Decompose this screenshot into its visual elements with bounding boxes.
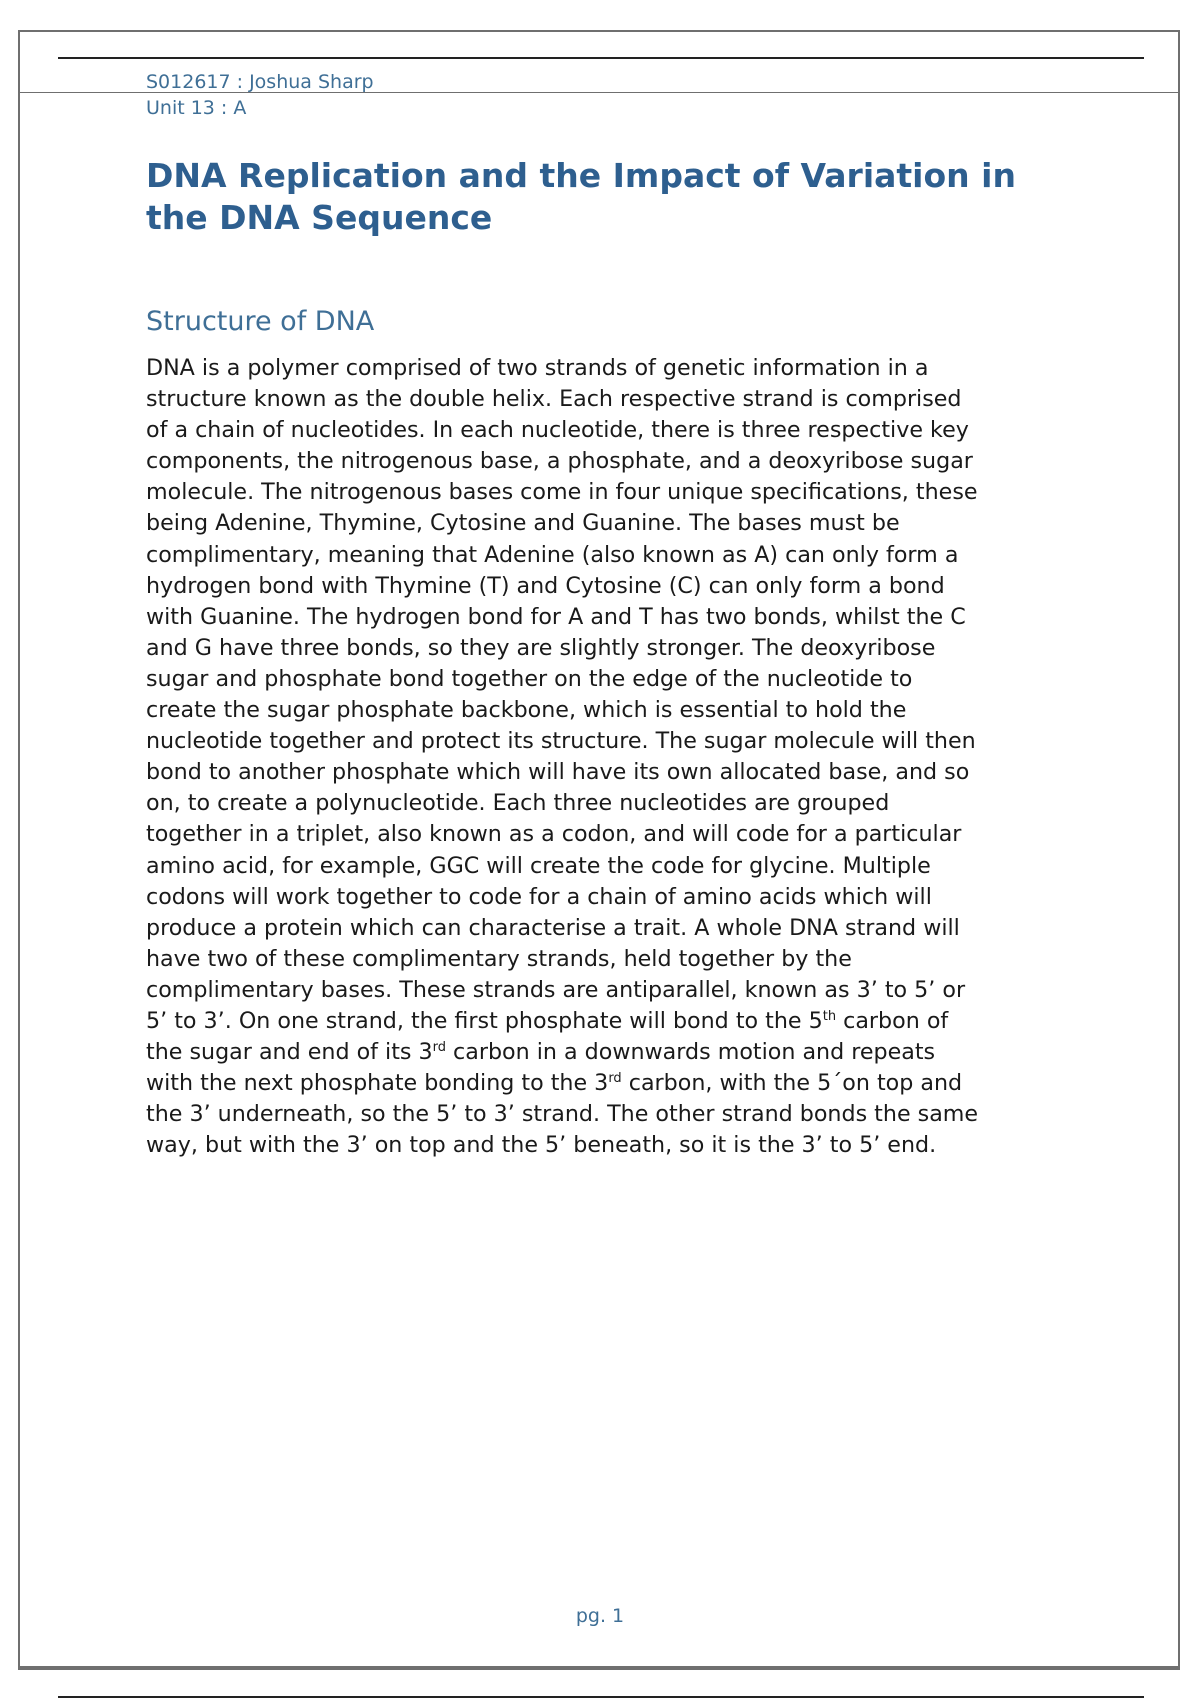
body-line: way, but with the 3’ on top and the 5’ beneath, so it is the 3’ to 5’ end. — [146, 1132, 937, 1159]
body-paragraph — [146, 353, 1076, 1161]
body-line: components, the nitrogenous base, a phosphate, and a deoxyribose sugar — [146, 448, 973, 475]
line-text: the sugar and end of its 3 — [146, 1039, 433, 1066]
footer-rule — [58, 1696, 1144, 1698]
body-line-ordinal — [146, 1037, 1076, 1068]
body-line: of a chain of nucleotides. In each nucleotide, there is three respective key — [146, 417, 969, 444]
ordinal-suffix: th — [822, 1008, 837, 1024]
body-line: being Adenine, Thymine, Cytosine and Guanine. The bases must be — [146, 510, 900, 537]
top-rule — [58, 57, 1144, 59]
body-line: structure known as the double helix. Each respective strand is comprised — [146, 386, 962, 413]
body-line: amino acid, for example, GGC will create the code for glycine. Multiple — [146, 852, 931, 879]
body-line: complimentary, meaning that Adenine (also known as A) can only form a — [146, 541, 959, 568]
line-text: carbon, with the 5´on top and — [621, 1070, 963, 1097]
header-unit: Unit 13 : A — [146, 97, 247, 119]
body-line: the 3’ underneath, so the 5’ to 3’ strand. The other strand bonds the same — [146, 1101, 979, 1128]
body-line: nucleotide together and protect its structure. The sugar molecule will then — [146, 728, 976, 755]
body-line: produce a protein which can characterise a trait. A whole DNA strand will — [146, 914, 960, 941]
body-line: create the sugar phosphate backbone, which is essential to hold the — [146, 697, 907, 724]
ordinal-suffix: rd — [432, 1040, 446, 1056]
body-line: and G have three bonds, so they are slightly stronger. The deoxyribose — [146, 634, 936, 661]
body-line: hydrogen bond with Thymine (T) and Cytosine (C) can only form a bond — [146, 572, 945, 599]
body-line: molecule. The nitrogenous bases come in four unique specifications, these — [146, 479, 978, 506]
body-line: complimentary bases. These strands are antiparallel, known as 3’ to 5’ or — [146, 976, 966, 1003]
line-text: with the next phosphate bonding to the 3 — [146, 1070, 609, 1097]
body-line: together in a triplet, also known as a codon, and will code for a particular — [146, 821, 962, 848]
body-line-ordinal — [146, 1006, 1076, 1037]
document-title: DNA Replication and the Impact of Variation in the DNA Sequence — [146, 156, 1016, 237]
line-text: 5’ to 3’. On one strand, the first phosphate will bond to the 5 — [146, 1007, 823, 1034]
body-line: on, to create a polynucleotide. Each three nucleotides are grouped — [146, 790, 890, 817]
footer-frame-rule — [18, 1668, 1180, 1670]
body-line-ordinal — [146, 1068, 1076, 1099]
body-line: bond to another phosphate which will have its own allocated base, and so — [146, 759, 970, 786]
body-line: sugar and phosphate bond together on the edge of the nucleotide to — [146, 665, 913, 692]
section-heading: Structure of DNA — [146, 306, 375, 337]
line-text: carbon in a downwards motion and repeats — [446, 1039, 936, 1066]
ordinal-suffix: rd — [608, 1071, 622, 1087]
body-line: have two of these complimentary strands, held together by the — [146, 945, 852, 972]
body-line: DNA is a polymer comprised of two strands of genetic information in a — [146, 355, 929, 381]
body-line: with Guanine. The hydrogen bond for A and T has two bonds, whilst the C — [146, 603, 966, 630]
header-student: S012617 : Joshua Sharp — [146, 71, 374, 93]
page-number: pg. 1 — [575, 1605, 625, 1627]
body-line: codons will work together to code for a chain of amino acids which will — [146, 883, 932, 910]
line-text: carbon of — [836, 1007, 949, 1034]
